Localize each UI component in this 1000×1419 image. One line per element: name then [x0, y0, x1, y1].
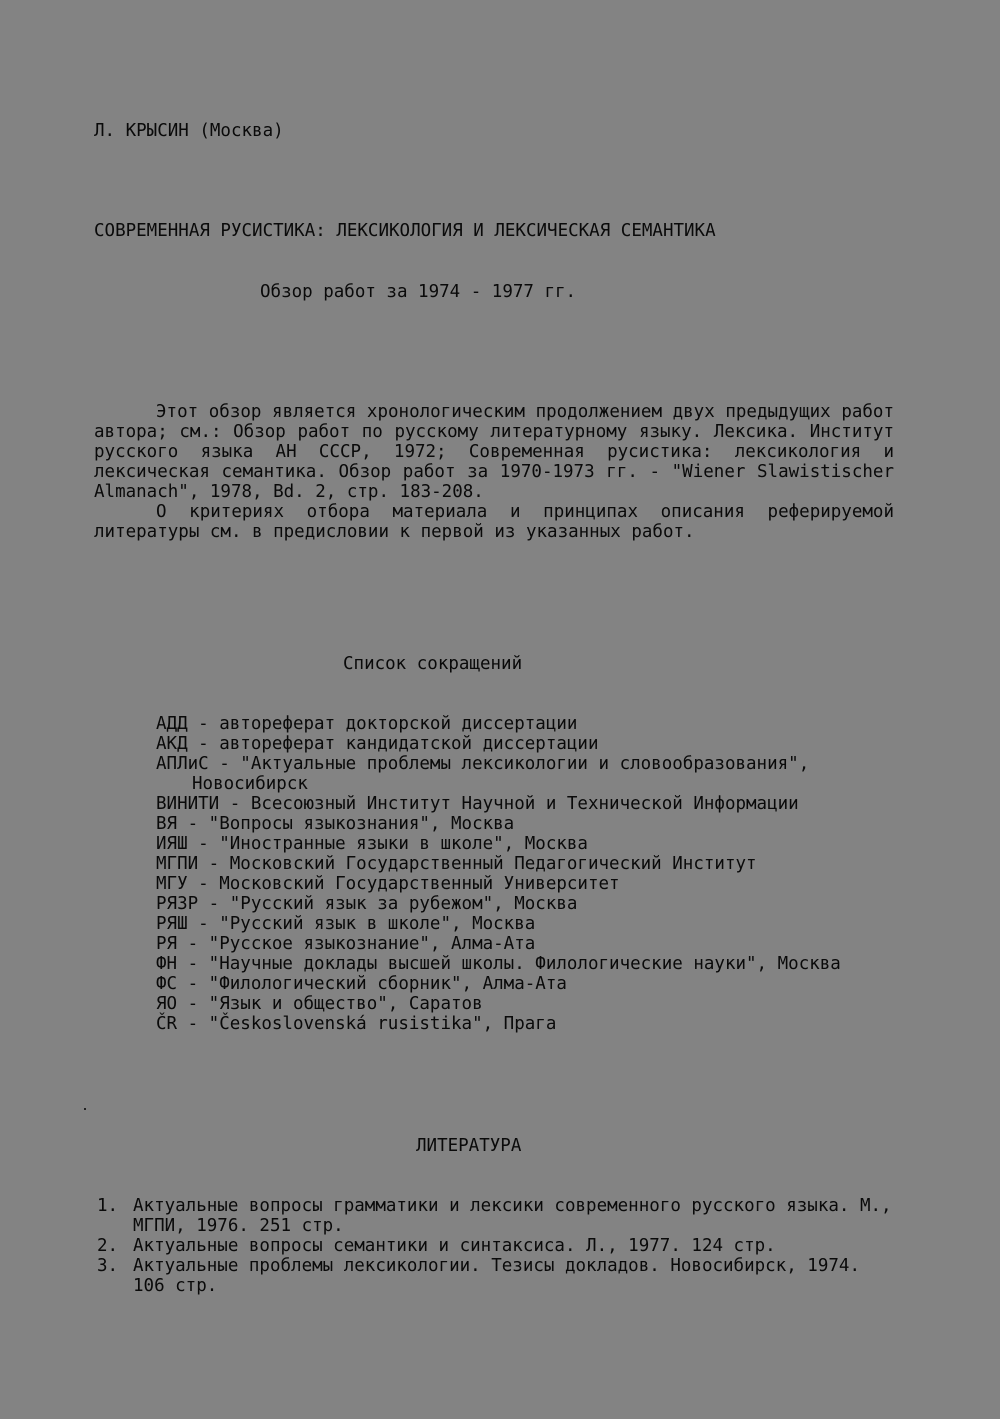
abbreviation-item: МГПИ - Московский Государственный Педагогический Институт — [156, 854, 757, 874]
abbreviation-item: ИЯШ - "Иностранные языки в школе", Москва — [156, 834, 588, 854]
literature-item-number: 3. — [97, 1256, 119, 1276]
literature-item-number: 2. — [97, 1236, 119, 1256]
literature-item — [97, 1256, 897, 1296]
intro-paragraph: Этот обзор является хронологическим продолжением двух предыдущих работ автора; см.: Обзор работ по русскому литературному языку. Лексика. Институт русского языка АН СССР, 1972; Современная русистика: лексикология и лексическая семантика. Обзор работ за 1970-1973 гг. - "Wiener Slawistischer Almanach", 1978, Bd. 2, стр. 183-208. — [94, 402, 894, 502]
scan-speck — [84, 1108, 86, 1110]
abbreviation-item: РЯЗР - "Русский язык за рубежом", Москва — [156, 894, 578, 914]
abbreviations-heading: Список сокращений — [343, 654, 523, 674]
literature-item-text: Актуальные вопросы семантики и синтаксиса. Л., 1977. 124 стр. — [133, 1236, 776, 1256]
literature-item — [97, 1196, 897, 1236]
literature-item — [97, 1236, 897, 1256]
abbreviation-item: АПЛиС - "Актуальные проблемы лексикологии и словообразования", Новосибирск — [156, 754, 820, 794]
article-title: СОВРЕМЕННАЯ РУСИСТИКА: ЛЕКСИКОЛОГИЯ И ЛЕКСИЧЕСКАЯ СЕМАНТИКА — [94, 221, 716, 241]
literature-item-number: 1. — [97, 1196, 119, 1216]
intro-paragraph: О критериях отбора материала и принципах описания реферируемой литературы см. в предисловии к первой из указанных работ. — [94, 502, 894, 542]
abbreviation-item: ВЯ - "Вопросы языкознания", Москва — [156, 814, 515, 834]
abbreviation-item: АДД - автореферат докторской диссертации — [156, 714, 578, 734]
literature-item-text: Актуальные вопросы грамматики и лексики современного русского языка. М., МГПИ, 1976. 251 стр. — [133, 1196, 892, 1236]
abbreviation-item: ČR - "Československá rusistika", Прага — [156, 1014, 557, 1034]
abbreviation-item: МГУ - Московский Государственный Университет — [156, 874, 620, 894]
abbreviation-item: РЯ - "Русское языкознание", Алма-Ата — [156, 934, 536, 954]
literature-item-text: Актуальные проблемы лексикологии. Тезисы докладов. Новосибирск, 1974. 106 стр. — [133, 1256, 860, 1296]
abbreviation-item: ФН - "Научные доклады высшей школы. Филологические науки", Москва — [156, 954, 841, 974]
literature-list — [97, 1196, 897, 1296]
literature-heading: ЛИТЕРАТУРА — [416, 1136, 522, 1156]
article-subtitle: Обзор работ за 1974 - 1977 гг. — [260, 282, 577, 302]
abbreviations-list — [156, 714, 916, 1034]
author-line: Л. КРЫСИН (Москва) — [94, 121, 284, 141]
intro-section — [94, 402, 894, 542]
abbreviation-item: ЯО - "Язык и общество", Саратов — [156, 994, 483, 1014]
abbreviation-item: РЯШ - "Русский язык в школе", Москва — [156, 914, 536, 934]
abbreviation-item: ФС - "Филологический сборник", Алма-Ата — [156, 974, 567, 994]
abbreviation-item: АКД - автореферат кандидатской диссертации — [156, 734, 599, 754]
abbreviation-item: ВИНИТИ - Всесоюзный Институт Научной и Технической Информации — [156, 794, 799, 814]
